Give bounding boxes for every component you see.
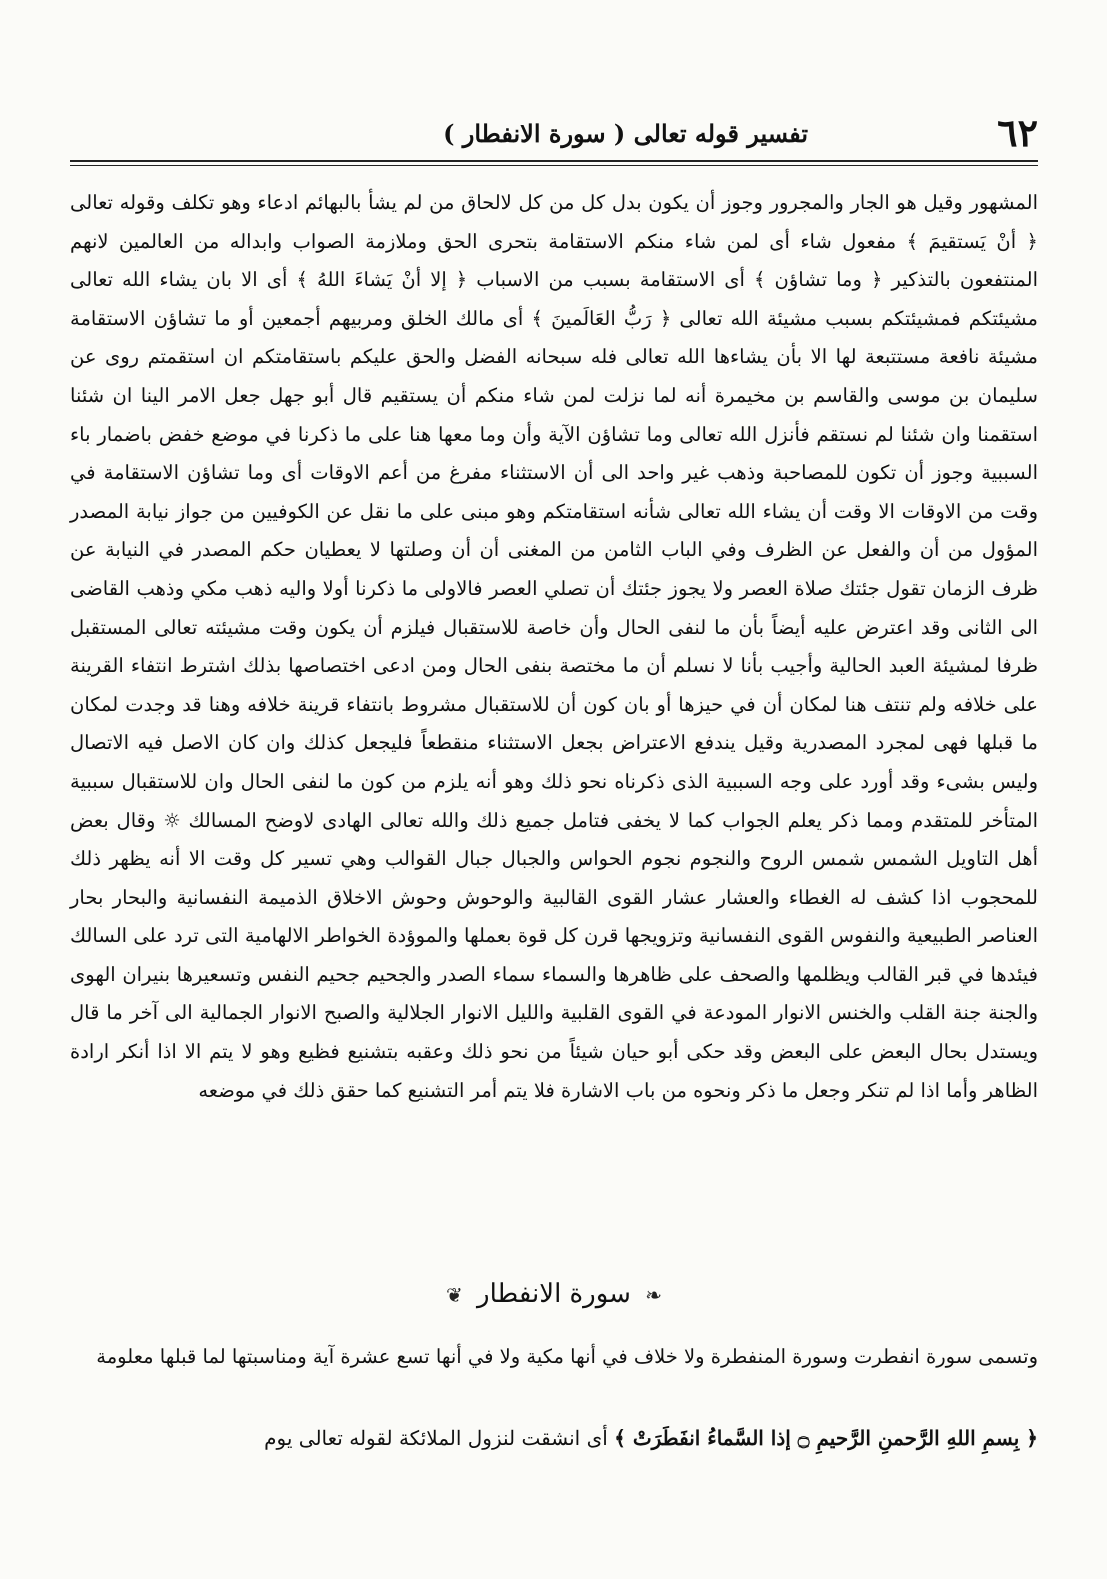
- page: [70, 110, 1038, 1450]
- surah-intro: [70, 1338, 1038, 1376]
- page-header: [70, 110, 1038, 160]
- running-title: تفسير قوله تعالى ( سورة الانفطار ): [443, 119, 808, 148]
- verse-commentary: أى انشقت لنزول الملائكة لقوله تعالى يوم: [264, 1426, 608, 1450]
- ornament-left-icon: ❦: [446, 1283, 463, 1307]
- surah-heading: [70, 1272, 1038, 1317]
- header-rule: [70, 160, 1038, 162]
- page-number: ٦٢: [997, 110, 1038, 155]
- verse-line: [70, 1418, 1038, 1458]
- surah-title: سورة الانفطار: [477, 1279, 631, 1309]
- header-rule-thin: [70, 165, 1038, 166]
- commentary-body: [70, 184, 1038, 1110]
- surah-intro-text: وتسمى سورة انفطرت وسورة المنفطرة ولا خلاف في أنها مكية ولا في أنها تسع عشرة آية ومناسبتها لما قبلها معلومة: [96, 1345, 1038, 1368]
- quran-verse: ﴿ بِسمِ اللهِ الرَّحمنِ الرَّحيمِ ۝ إذا السَّماءُ انفَطَرَتْ ﴾: [614, 1426, 1038, 1450]
- commentary-paragraph: المشهور وقيل هو الجار والمجرور وجوز أن يكون بدل كل من كل لالحاق من لم يشأ بالبهائم ادعاء وهو تكلف وقوله تعالى ﴿ أنْ يَستقيمَ ﴾ مفعول شاء أى لمن شاء منكم الاستقامة بتحرى الحق وملازمة الصواب وابداله من العالمين لانهم المنتفعون بالتذكير ﴿ وما تشاؤن ﴾ أى الاستقامة بسبب من الاسباب ﴿ إلا أنْ يَشاءَ اللهُ ﴾ أى الا بان يشاء الله تعالى مشيئتكم فمشيئتكم بسبب مشيئة الله تعالى ﴿ رَبُّ العَالَمينَ ﴾ أى مالك الخلق ومربيهم أجمعين أو ما تشاؤن الاستقامة مشيئة نافعة مستتبعة لها الا بأن يشاءها الله تعالى فله سبحانه الفضل والحق عليكم باستقامتكم ان استقمتم روى عن سليمان بن موسى والقاسم بن مخيمرة أنه لما نزلت لمن شاء منكم أن يستقيم قال أبو جهل جعل الامر الينا ان شئنا استقمنا وان شئنا لم نستقم فأنزل الله تعالى وما تشاؤن الآية وأن وما معها هنا على ما ذكرنا في موضع خفض باضمار باء السببية وجوز أن تكون للمصاحبة وذهب غير واحد الى أن الاستثناء مفرغ من أعم الاوقات أى وما تشاؤن الاستقامة في وقت من الاوقات الا وقت أن يشاء الله تعالى شأنه استقامتكم وهو مبنى على ما نقل عن الكوفيين من جواز نيابة المصدر المؤول من أن والفعل عن الظرف وفي الباب الثامن من المغنى أن أن وصلتها لا يعطيان حكم المصدر في النيابة عن ظرف الزمان تقول جئتك صلاة العصر ولا يجوز جئتك أن تصلي العصر فالاولى ما ذكرنا أولا واليه ذهب مكي وذهب القاضى الى الثانى وقد اعترض عليه أيضاً بأن ما لنفى الحال وأن خاصة للاستقبال فيلزم أن يكون وقت مشيئته تعالى المستقبل ظرفا لمشيئة العبد الحالية وأجيب بأنا لا نسلم أن ما مختصة بنفى الحال ومن ادعى اختصاصها بذلك اشترط انتفاء القرينة على خلافه ولم تنتف هنا لمكان أن في حيزها أو بان كون أن للاستقبال مشروط بانتفاء قرينة خلافه وهنا قد وجدت لمكان ما قبلها فهى لمجرد المصدرية وقيل يندفع الاعتراض بجعل الاستثناء منقطعاً فليجعل كذلك وان كان الاصل فيه الاتصال وليس بشىء وقد أورد على وجه السببية الذى ذكرناه نحو ذلك وهو أنه يلزم من كون ما لنفى الحال وان للاستقبال سببية المتأخر للمتقدم ومما ذكر يعلم الجواب كما لا يخفى فتامل جميع ذلك والله تعالى الهادى لاوضح المسالك ☼ وقال بعض أهل التاويل الشمس شمس الروح والنجوم نجوم الحواس والجبال جبال القوالب وهي تسير كل وقت الا أنه يظهر ذلك للمحجوب اذا كشف له الغطاء والعشار عشار القوى القالبية والوحوش وحوش الاخلاق الذميمة النفسانية والبحار بحار العناصر الطبيعية والنفوس القوى النفسانية وتزويجها قرن كل قوة بعملها والموؤدة الخواطر الالهامية التى ترد على السالك فيئدها في قبر القالب ويظلمها والصحف على ظاهرها والسماء سماء الصدر والجحيم جحيم النفس وتسعيرها بنيران الهوى والجنة جنة القلب والخنس الانوار المودعة في القوى القلبية والليل الانوار الجلالية والصبح الانوار الجمالية الى آخر ما قال ويستدل بحال البعض على البعض وقد حكى أبو حيان شيئاً من نحو ذلك وعقبه بتشنيع فظيع وهو لا يتم الا اذا أنكر ارادة الظاهر وأما اذا لم تنكر وجعل ما ذكر ونحوه من باب الاشارة فلا يتم أمر التشنيع كما حقق ذلك في موضعه: [70, 191, 1038, 1102]
- ornament-right-icon: ❧: [645, 1283, 662, 1307]
